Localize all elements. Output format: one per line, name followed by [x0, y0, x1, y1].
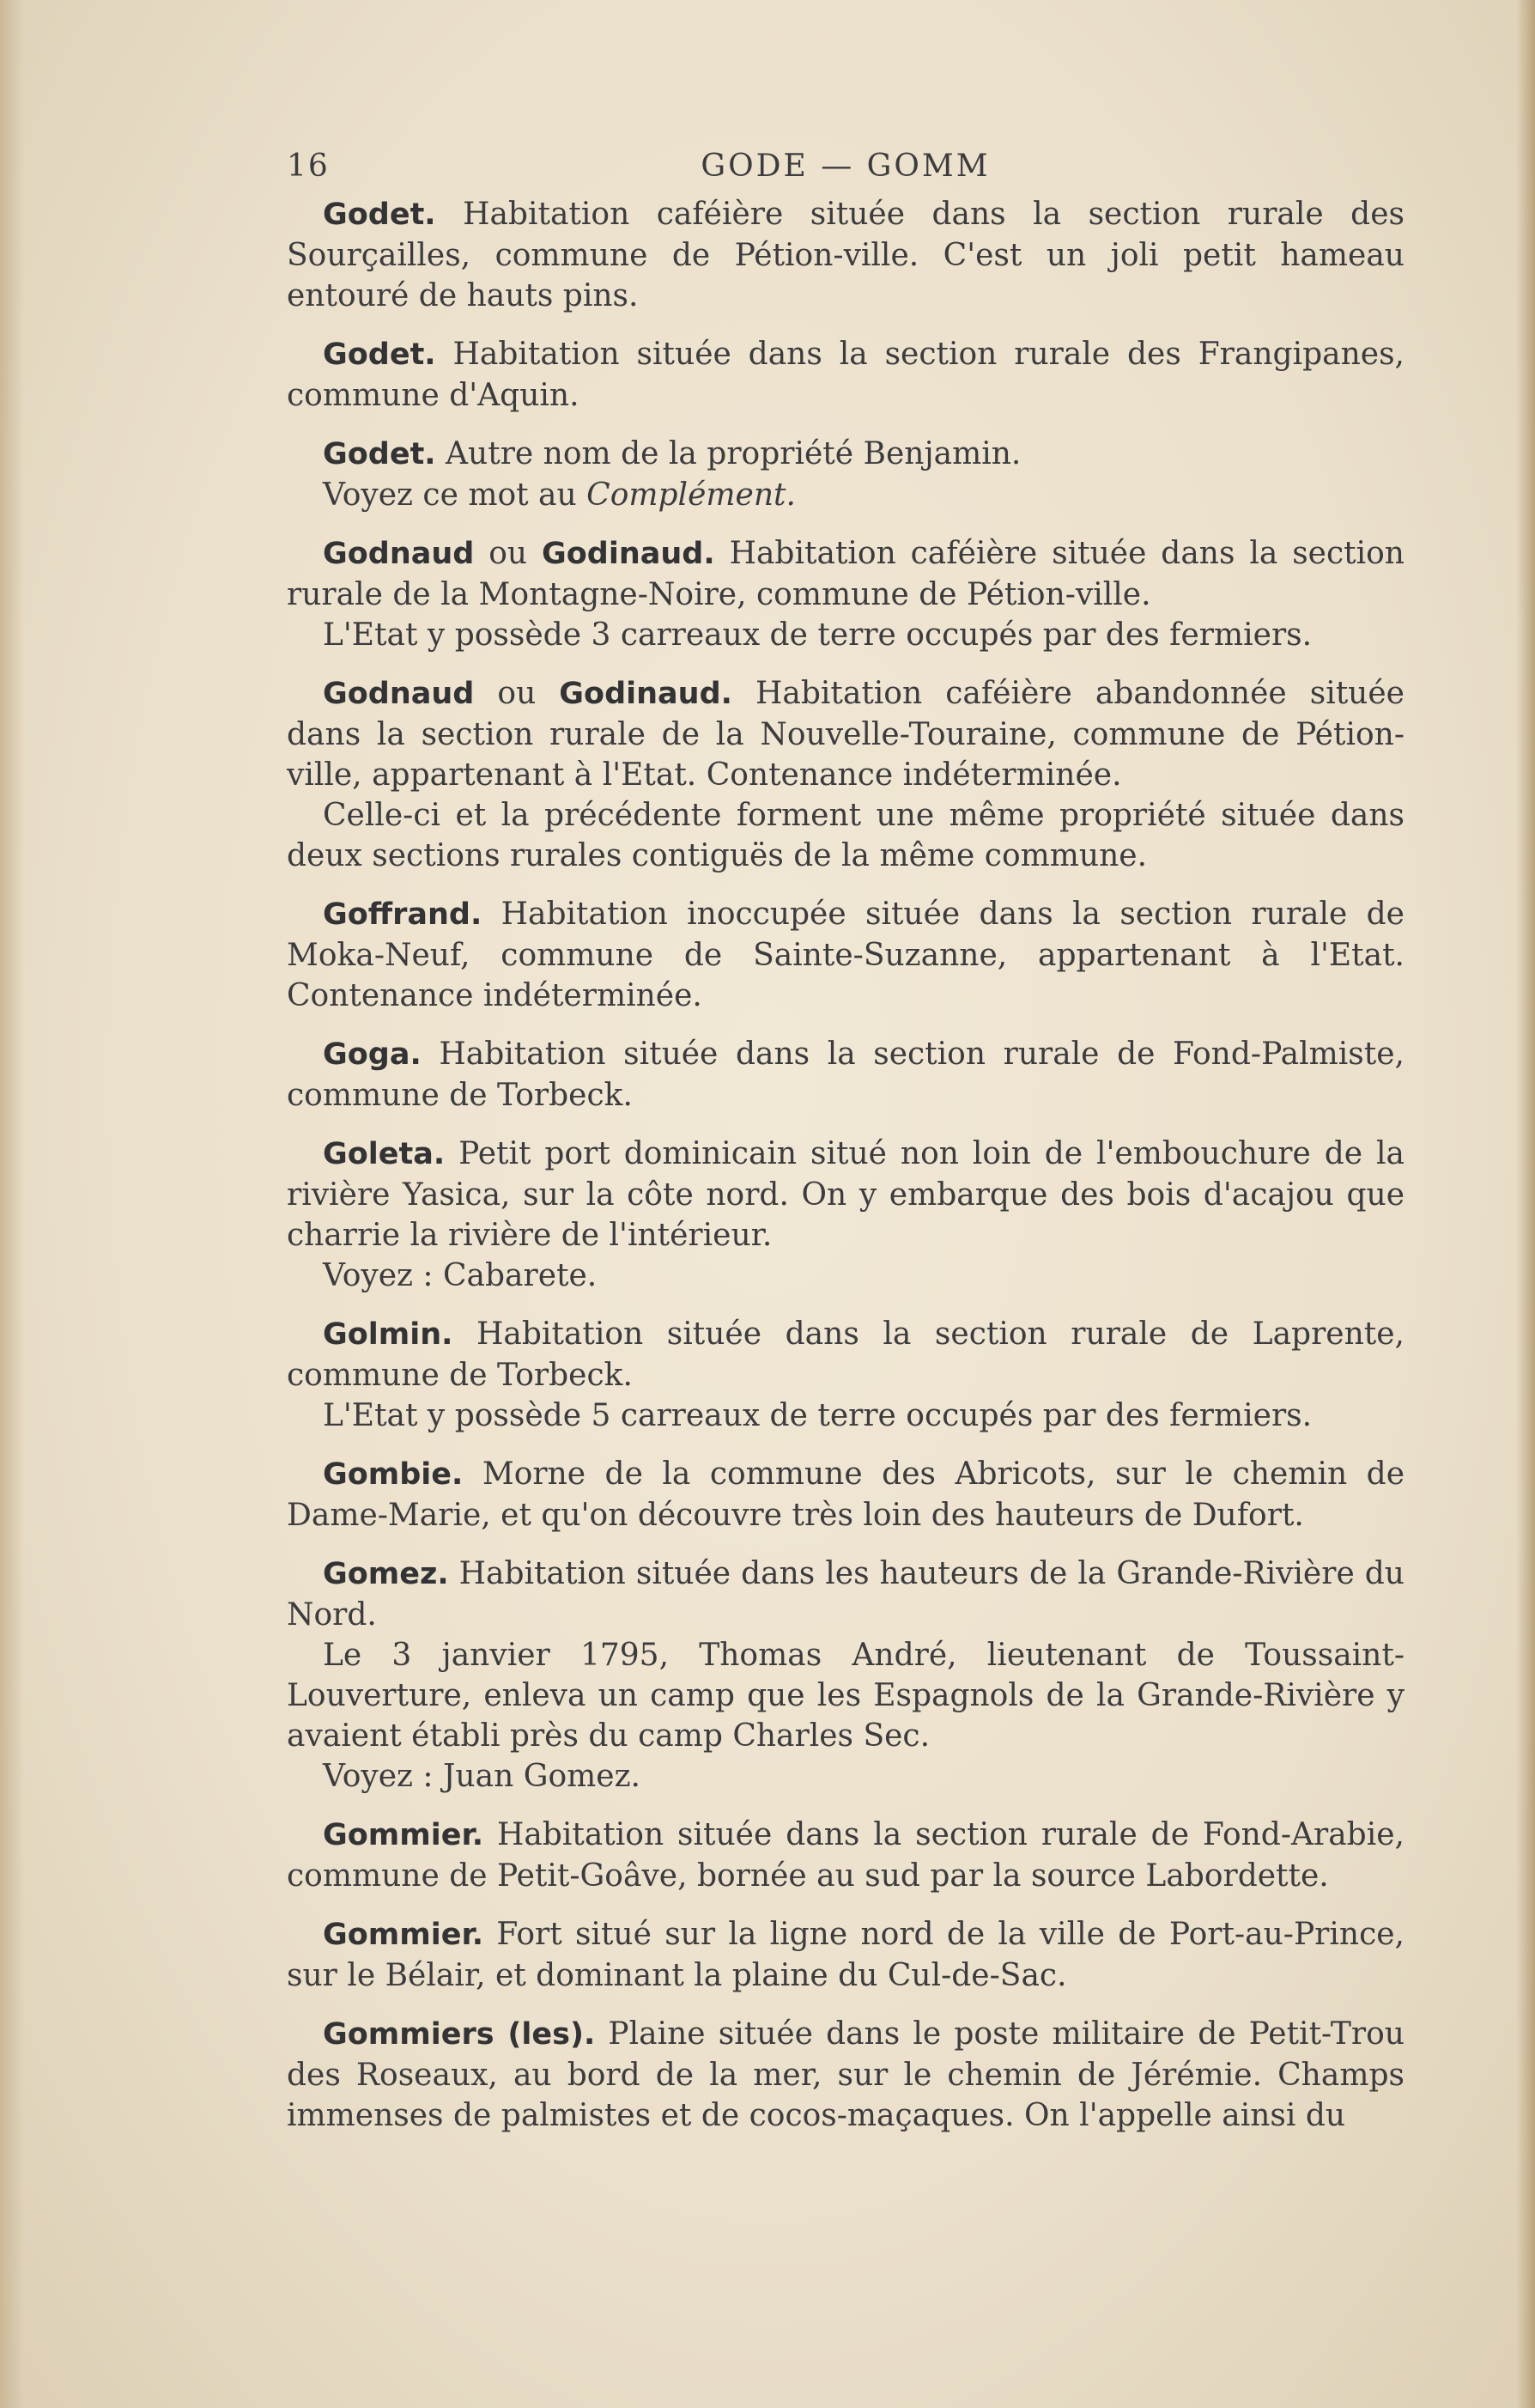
entry-text: Petit port dominicain situé non loin de l'embouchure de la rivière Yasica, sur la côte nord. On y embarque des bois d'acajou que charrie la rivière de l'intérieur. — [287, 1136, 1405, 1253]
see-target: Complément. — [586, 477, 796, 513]
entry-paragraph — [287, 334, 1405, 416]
entry-text: Autre nom de la propriété Benjamin. — [446, 436, 1022, 471]
dictionary-entry — [287, 1134, 1405, 1296]
entry-paragraph — [287, 1454, 1405, 1535]
page-number: 16 — [287, 149, 330, 184]
dictionary-entry — [287, 2014, 1405, 2136]
entry-headword: Golmin. — [323, 1317, 453, 1352]
dictionary-entry — [287, 334, 1405, 416]
entry-cross-reference: Voyez : Juan Gomez. — [323, 1759, 640, 1794]
page-content — [287, 146, 1405, 2154]
entry-paragraph: Celle-ci et la précédente forment une même propriété située dans deux sections rurales contiguës de la même commune. — [287, 798, 1405, 873]
entry-headword: Gomez. — [323, 1557, 449, 1591]
entry-paragraph — [287, 533, 1405, 615]
entry-headword: Gommiers (les). — [323, 2017, 596, 2052]
headword-connector: ou — [497, 676, 537, 711]
entry-text: Habitation caféière située dans la section rurale des Sourçailles, commune de Pétion-ville. C'est un joli petit hameau entouré de hauts pins. — [287, 197, 1405, 313]
entry-headword: Gommier. — [323, 1818, 484, 1852]
entry-paragraph — [287, 2014, 1405, 2136]
entry-headword: Godet. — [323, 337, 436, 372]
entry-headword-alt: Godinaud. — [542, 537, 715, 571]
entry-paragraph — [287, 1554, 1405, 1635]
page-edge-shadow-left — [0, 0, 24, 2408]
entry-cross-reference — [287, 475, 1405, 515]
entry-headword: Godnaud — [323, 677, 475, 711]
dictionary-entry — [287, 1815, 1405, 1896]
entry-headword: Godnaud — [323, 537, 475, 571]
dictionary-entry — [287, 533, 1405, 655]
dictionary-entry — [287, 1914, 1405, 1996]
dictionary-entry — [287, 673, 1405, 876]
entry-paragraph — [287, 673, 1405, 795]
entry-paragraph — [287, 1914, 1405, 1996]
entry-headword-alt: Godinaud. — [559, 677, 732, 711]
entry-text: Fort situé sur la ligne nord de la ville de Port-au-Prince, sur le Bélair, et dominant la plaine du Cul-de-Sac. — [287, 1917, 1405, 1993]
entry-headword: Gommier. — [323, 1918, 484, 1952]
dictionary-entry — [287, 894, 1405, 1016]
entry-headword: Gombie. — [323, 1457, 464, 1492]
entry-text: Habitation située dans la section rurale de Laprente, commune de Torbeck. — [287, 1316, 1405, 1393]
entry-headword: Goleta. — [323, 1137, 446, 1171]
entry-cross-reference: Voyez : Cabarete. — [323, 1258, 598, 1293]
running-head: GODE — GOMM — [701, 149, 991, 184]
page-header — [287, 146, 1405, 194]
entry-paragraph — [287, 1815, 1405, 1896]
dictionary-entry — [287, 434, 1405, 515]
entry-headword: Godet. — [323, 437, 436, 471]
dictionary-entry — [287, 1314, 1405, 1436]
entry-paragraph: Le 3 janvier 1795, Thomas André, lieutenant de Toussaint-Louverture, enleva un camp que les Espagnols de la Grande-Rivière y avaient établi près du camp Charles Sec. — [287, 1638, 1405, 1754]
headword-connector: ou — [488, 536, 528, 571]
entry-paragraph — [287, 1034, 1405, 1116]
entry-paragraph — [287, 434, 1405, 475]
entry-paragraph: L'Etat y possède 5 carreaux de terre occupés par des fermiers. — [323, 1398, 1313, 1433]
entry-paragraph — [287, 894, 1405, 1016]
entry-paragraph — [287, 1314, 1405, 1396]
entry-headword: Goffrand. — [323, 897, 482, 932]
entry-text: Habitation inoccupée située dans la section rurale de Moka-Neuf, commune de Sainte-Suzanne, appartenant à l'Etat. Contenance indéterminée. — [287, 897, 1405, 1013]
dictionary-entry — [287, 1454, 1405, 1535]
page-edge-shadow-right — [1516, 0, 1535, 2408]
entry-text: Habitation située dans les hauteurs de la Grande-Rivière du Nord. — [287, 1556, 1405, 1633]
entry-text: Habitation située dans la section rurale des Frangipanes, commune d'Aquin. — [287, 337, 1405, 413]
dictionary-entry — [287, 1554, 1405, 1797]
entry-headword: Goga. — [323, 1037, 422, 1072]
entry-paragraph — [287, 1134, 1405, 1256]
entry-text: Habitation située dans la section rurale de Fond-Arabie, commune de Petit-Goâve, bornée au sud par la source Labordette. — [287, 1817, 1405, 1894]
entry-text: Habitation caféière située dans la section rurale de la Montagne-Noire, commune de Pétion-ville. — [287, 536, 1405, 612]
entry-paragraph: L'Etat y possède 3 carreaux de terre occupés par des fermiers. — [323, 617, 1313, 653]
dictionary-entry — [287, 1034, 1405, 1116]
entry-text: Plaine située dans le poste militaire de Petit-Trou des Roseaux, au bord de la mer, sur le chemin de Jérémie. Champs immenses de palmistes et de cocos-maçaques. On l'appelle ainsi du — [287, 2016, 1405, 2133]
dictionary-entry — [287, 194, 1405, 316]
entry-text: Habitation caféière abandonnée située dans la section rurale de la Nouvelle-Touraine, commune de Pétion-ville, appartenant à l'Etat. Contenance indéterminée. — [287, 676, 1405, 793]
entry-headword: Godet. — [323, 198, 436, 232]
entry-text: Habitation située dans la section rurale de Fond-Palmiste, commune de Torbeck. — [287, 1037, 1405, 1113]
entry-paragraph — [287, 194, 1405, 316]
entry-text: Morne de la commune des Abricots, sur le chemin de Dame-Marie, et qu'on découvre très loin des hauteurs de Dufort. — [287, 1456, 1405, 1533]
see-prefix: Voyez ce mot au — [323, 477, 587, 513]
